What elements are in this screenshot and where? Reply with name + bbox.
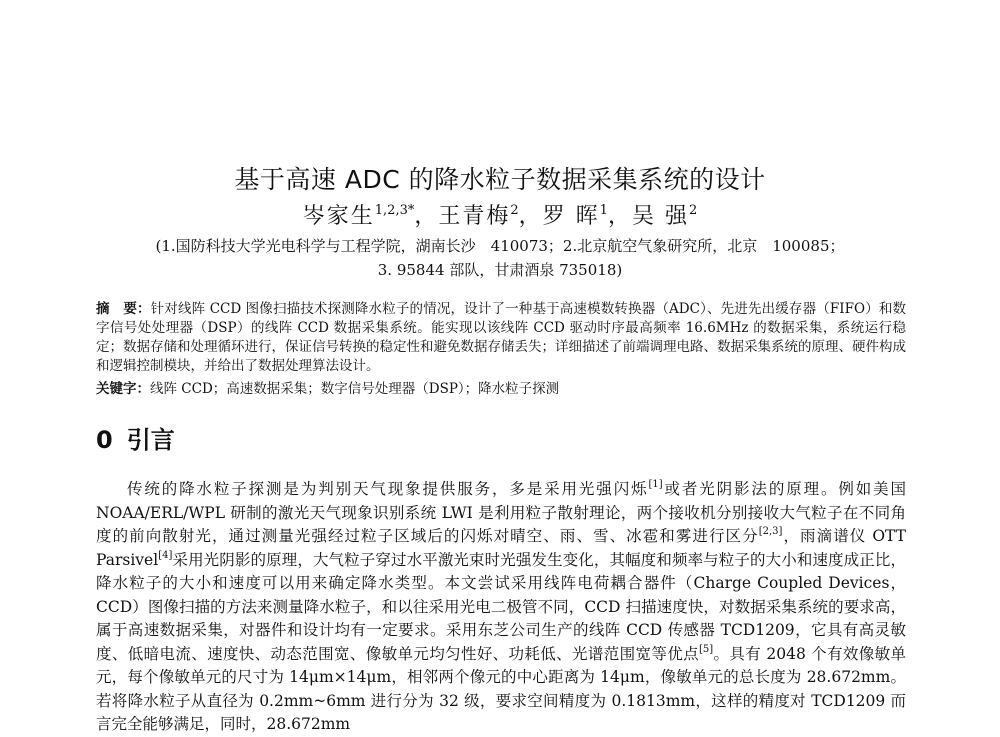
- keywords-text: 线阵 CCD；高速数据采集；数字信号处理器（DSP）；降水粒子探测: [150, 381, 560, 397]
- author-name: 罗 晖: [542, 204, 600, 229]
- author-affiliation-mark: 1,2,3*: [374, 203, 415, 218]
- citation-mark: [5]: [698, 643, 714, 655]
- author-list: [0, 199, 1000, 230]
- citation-mark: [1]: [648, 479, 663, 490]
- affiliation-line: 3. 95844 部队，甘肃酒泉 735018): [377, 261, 623, 279]
- paragraph-text: ，雨滴谱仪 OTT Parsivel: [96, 527, 906, 569]
- author-affiliation-mark: 1: [599, 203, 608, 218]
- paper-title: 基于高速 ADC 的降水粒子数据采集系统的设计: [234, 165, 766, 194]
- abstract-text: 针对线阵 CCD 图像扫描技术探测降水粒子的情况，设计了一种基于高速模数转换器（ADC）、先进先出缓存器（FIFO）和数字信号处处理器（DSP）的线阵 CCD 数据采集系统。能实现以该线阵 CCD 驱动时序最高频率 16.6MHz 的数据采集，系统运行稳定；数据存储和处理循环进行，保证信号转换的稳定性和避免数据存储丢失；详细描述了前端调理电路、数据采集系统的原理、硬件构成和逻辑控制模块，并给出了数据处理算法设计。: [96, 301, 907, 374]
- author-separator: ，: [414, 204, 439, 229]
- abstract-label: 摘 要：: [96, 301, 151, 317]
- affiliation-line: (1.国防科技大学光电科学与工程学院，湖南长沙 410073；2.北京航空气象研究所，北京 100085；: [155, 237, 845, 255]
- paragraph-text: 采用光阴影的原理，大气粒子穿过水平激光束时光强发生变化，其幅度和频率与粒子的大小和速度成正比，降水粒子的大小和速度可以用来确定降水类型。本文尝试采用线阵电荷耦合器件（Charge Coupled Devices， CCD）图像扫描的方法来测量降水粒子，和以往采用光电二极管不同，CCD 扫描速度快，对数据采集系统的要求高，属于高速数据采集，对器件和设计均有一定要求。采用东芝公司生产的线阵 CCD 传感器 TCD1209，它具有高灵敏度、低暗电流、速度快、动态范围宽、像敏单元均匀性好、功耗低、光谱范围宽等优点: [96, 550, 906, 663]
- keywords: [96, 380, 906, 399]
- intro-paragraph: [96, 478, 906, 737]
- abstract: [96, 300, 906, 376]
- paragraph-text: 。具有 2048 个有效像敏单元，每个像敏单元的尺寸为 14μm×14μm，相邻两个像元的中心距离为 14μm，像敏单元的总长度为 28.672mm。若将降水粒子从直径为 0.2mm~6mm 进行分为 32 级，要求空间精度为 0.1813mm，这样的精度对 TCD1209 而言完全能够满足，同时，28.672mm: [96, 644, 906, 733]
- author-separator: ，: [518, 204, 543, 229]
- paragraph-text: 传统的降水粒子探测是为判别天气现象提供服务，多是采用光强闪烁: [127, 480, 649, 498]
- citation-mark: [4]: [158, 549, 173, 561]
- section-number: 0: [96, 426, 113, 454]
- author-name: 王青梅: [438, 204, 511, 229]
- paragraph-text: 或者光阴影法的原理。例如美国 NOAA/ERL/WPL 研制的激光天气现象识别系统 LWI 是利用粒子散射理论，两个接收机分别接收大气粒子在不同角度的前向散射光，通过测量光强经过粒子区域后的闪烁对晴空、雨、雪、冰雹和雾进行区分: [96, 480, 906, 545]
- author-separator: ，: [607, 204, 632, 229]
- keywords-label: 关键字：: [96, 381, 150, 397]
- author-name: 岑家生: [302, 204, 375, 229]
- section-title: 引言: [126, 426, 175, 454]
- citation-mark: [2,3]: [758, 526, 783, 537]
- author-name: 吴 强: [631, 204, 689, 229]
- author-affiliation-mark: 2: [688, 203, 698, 218]
- author-affiliation-mark: 2: [510, 203, 519, 218]
- section-heading: [96, 420, 175, 455]
- affiliations: [90, 234, 910, 282]
